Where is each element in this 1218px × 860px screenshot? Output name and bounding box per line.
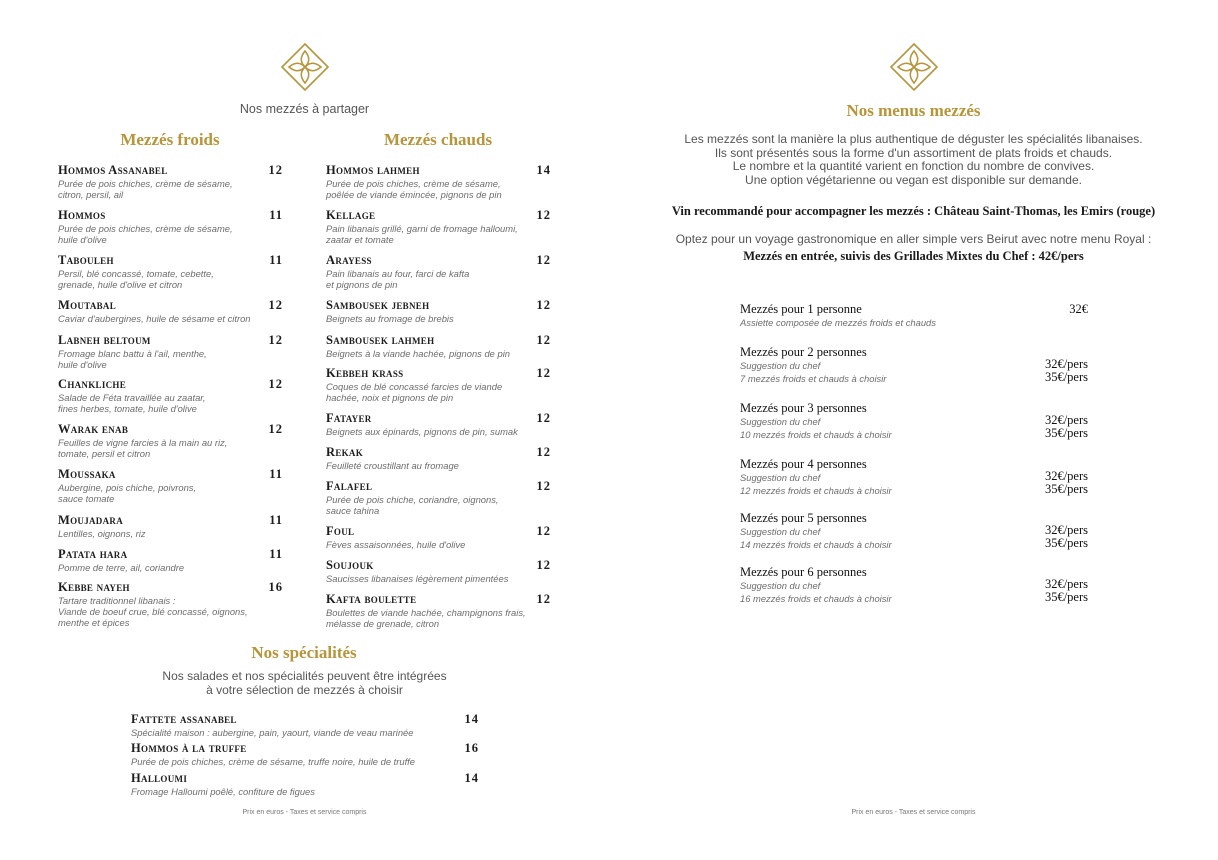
item-description: Fromage Halloumi poêlé, confiture de figues (131, 786, 315, 797)
item-description: Spécialité maison : aubergine, pain, yaourt, viande de veau marinée (131, 727, 414, 738)
menu-item (326, 445, 551, 471)
menu-item (326, 558, 551, 584)
item-description: Purée de pois chiche, coriandre, oignons, sauce tahina (326, 494, 499, 516)
menu-item (58, 467, 283, 504)
menu-item (58, 513, 283, 539)
menu-option-price: 35€/pers (1044, 482, 1088, 496)
menu-option-title: Mezzés pour 4 personnes (740, 457, 867, 471)
item-name: Rekak (326, 445, 364, 459)
menu-item (58, 333, 283, 370)
menu-item (326, 366, 551, 403)
item-price: 12 (536, 558, 551, 572)
item-description: Fèves assaisonnées, huile d'olive (326, 539, 466, 550)
item-name: Patata hara (58, 547, 128, 561)
item-name: Sambousek lahmeh (326, 333, 435, 347)
menu-option-price: 32€ (1069, 302, 1088, 316)
menu-item (326, 592, 551, 629)
menu-item (58, 163, 283, 200)
menu-option-title: Mezzés pour 6 personnes (740, 565, 867, 579)
item-name: Fattete assanabel (131, 712, 237, 726)
item-name: Kebbeh krass (326, 366, 404, 380)
item-price: 12 (268, 333, 283, 347)
item-name: Fatayer (326, 411, 372, 425)
menu-item (326, 524, 551, 550)
menu-item (131, 771, 479, 797)
menu-item (131, 741, 479, 767)
menu-option-price: 32€/pers (1044, 357, 1088, 371)
logo-icon (280, 42, 330, 92)
item-description: Purée de pois chiches, crème de sésame, poêlée de viande émincée, pignons de pin (326, 178, 502, 200)
menu-item (326, 163, 551, 200)
menus-intro: Les mezzés sont la manière la plus authentique de déguster les spécialités libanaises. Ils sont présentés sous la forme d'un assortiment de plats froids et chauds. Le nombre et la quantité varient en fonction du nombre de convives. Une option végétarienne ou vegan est disponible sur demande. (684, 132, 1143, 187)
item-price: 14 (464, 771, 479, 785)
menu-item (326, 411, 551, 437)
menu-option-detail: 12 mezzés froids et chauds à choisir (740, 485, 892, 496)
menu-item (326, 253, 551, 290)
item-description: Feuilles de vigne farcies à la main au riz, tomate, persil et citron (58, 437, 228, 459)
item-description: Pain libanais au four, farci de kafta et pignons de pin (326, 268, 470, 290)
page-footer: Prix en euros - Taxes et service compris (242, 809, 367, 816)
item-price: 14 (464, 712, 479, 726)
menu-option-detail: 10 mezzés froids et chauds à choisir (740, 429, 892, 440)
item-price: 12 (268, 422, 283, 436)
logo-icon (889, 42, 939, 92)
item-name: Chankliche (58, 377, 127, 391)
royal-menu-detail: Mezzés en entrée, suivis des Grillades Mixtes du Chef : 42€/pers (743, 249, 1084, 263)
item-name: Warak enab (58, 422, 129, 436)
menu-option-price: 32€/pers (1044, 523, 1088, 537)
menu-option-price: 35€/pers (1044, 426, 1088, 440)
item-description: Purée de pois chiches, crème de sésame, huile d'olive (58, 223, 233, 245)
menu-item (58, 580, 283, 628)
item-name: Kellage (326, 208, 376, 222)
item-price: 12 (536, 411, 551, 425)
menu-option-price: 32€/pers (1044, 413, 1088, 427)
right-page (609, 0, 1218, 860)
item-description: Pain libanais grillé, garni de fromage halloumi, zaatar et tomate (326, 223, 518, 245)
item-description: Salade de Féta travaillée au zaatar, fines herbes, tomate, huile d'olive (58, 392, 206, 414)
menu-item (58, 422, 283, 459)
item-description: Persil, blé concassé, tomate, cebette, grenade, huile d'olive et citron (58, 268, 214, 290)
menu-item (326, 479, 551, 516)
item-name: Tabouleh (58, 253, 114, 267)
item-name: Labneh beltoum (58, 333, 151, 347)
specialties-heading: Nos spécialités (251, 643, 357, 662)
item-price: 12 (268, 298, 283, 312)
specialties-intro: Nos salades et nos spécialités peuvent être intégrées à votre sélection de mezzés à choisir (162, 669, 447, 697)
item-name: Hommos à la truffe (131, 741, 247, 755)
menu-option-detail: Assiette composée de mezzés froids et chauds (740, 317, 936, 328)
item-price: 12 (536, 592, 551, 606)
item-name: Halloumi (131, 771, 188, 785)
item-description: Tartare traditionnel libanais : Viande de boeuf crue, blé concassé, oignons, menthe et épices (58, 595, 248, 628)
item-name: Falafel (326, 479, 373, 493)
menu-option-price: 35€/pers (1044, 370, 1088, 384)
menu-option-price: 32€/pers (1044, 469, 1088, 483)
item-price: 12 (536, 333, 551, 347)
menu-option (740, 565, 1088, 604)
menu-option-title: Mezzés pour 1 personne (740, 302, 862, 316)
item-name: Kafta boulette (326, 592, 417, 606)
menu-item (131, 712, 479, 738)
item-description: Beignets aux épinards, pignons de pin, sumak (326, 426, 518, 437)
item-description: Feuilleté croustillant au fromage (326, 460, 459, 471)
item-description: Boulettes de viande hachée, champignons frais, mélasse de grenade, citron (326, 607, 526, 629)
item-name: Hommos lahmeh (326, 163, 420, 177)
item-price: 16 (268, 580, 283, 594)
menu-option-title: Mezzés pour 2 personnes (740, 345, 867, 359)
menu-option-detail: 16 mezzés froids et chauds à choisir (740, 593, 892, 604)
item-description: Beignets au fromage de brebis (326, 313, 454, 324)
page-subtitle: Nos mezzés à partager (239, 102, 370, 116)
item-description: Lentilles, oignons, riz (58, 528, 146, 539)
menu-option-detail: Suggestion du chef (740, 526, 821, 537)
menu-item (326, 298, 551, 324)
item-name: Moujadara (58, 513, 123, 527)
item-price: 16 (464, 741, 479, 755)
royal-menu-intro: Optez pour un voyage gastronomique en aller simple vers Beirut avec notre menu Royal : (675, 232, 1152, 246)
item-price: 12 (536, 479, 551, 493)
item-price: 14 (536, 163, 551, 177)
item-name: Soujouk (326, 558, 374, 572)
item-description: Caviar d'aubergines, huile de sésame et citron (58, 313, 251, 324)
item-price: 12 (536, 208, 551, 222)
item-description: Fromage blanc battu à l'ail, menthe, huile d'olive (58, 348, 207, 370)
item-description: Purée de pois chiches, crème de sésame, citron, persil, ail (58, 178, 233, 200)
item-name: Foul (326, 524, 355, 538)
cold-mezze-heading: Mezzés froids (120, 130, 220, 149)
menu-item (58, 298, 283, 324)
page-footer: Prix en euros - Taxes et service compris (851, 809, 976, 816)
item-name: Sambousek jebneh (326, 298, 430, 312)
hot-mezze-heading: Mezzés chauds (383, 130, 493, 149)
item-description: Aubergine, pois chiche, poivrons, sauce tomate (58, 482, 197, 504)
menu-option-detail: Suggestion du chef (740, 472, 821, 483)
item-price: 11 (269, 513, 283, 527)
item-price: 12 (268, 377, 283, 391)
menu-item (58, 377, 283, 414)
menu-option-detail: 7 mezzés froids et chauds à choisir (740, 373, 887, 384)
item-price: 11 (269, 253, 283, 267)
menu-option-title: Mezzés pour 5 personnes (740, 511, 867, 525)
item-name: Hommos Assanabel (58, 163, 168, 177)
item-price: 11 (269, 208, 283, 222)
menu-item (326, 333, 551, 359)
item-price: 12 (536, 445, 551, 459)
menu-option (740, 401, 1088, 440)
item-description: Saucisses libanaises légèrement pimentées (326, 573, 509, 584)
menu-option (740, 511, 1088, 550)
item-price: 11 (269, 547, 283, 561)
item-price: 11 (269, 467, 283, 481)
item-description: Beignets à la viande hachée, pignons de pin (326, 348, 510, 359)
item-description: Pomme de terre, ail, coriandre (58, 562, 185, 573)
item-description: Coques de blé concassé farcies de viande hachée, noix et pignons de pin (326, 381, 503, 403)
menu-option-detail: Suggestion du chef (740, 360, 821, 371)
item-price: 12 (536, 366, 551, 380)
menu-option-title: Mezzés pour 3 personnes (740, 401, 867, 415)
item-name: Kebbe nayeh (58, 580, 130, 594)
menu-option-price: 35€/pers (1044, 536, 1088, 550)
item-price: 12 (268, 163, 283, 177)
item-price: 12 (536, 298, 551, 312)
item-price: 12 (536, 524, 551, 538)
menu-option-detail: Suggestion du chef (740, 580, 821, 591)
wine-recommendation: Vin recommandé pour accompagner les mezzés : Château Saint-Thomas, les Emirs (rouge) (671, 204, 1156, 218)
item-name: Hommos (58, 208, 106, 222)
menu-option (740, 302, 1088, 328)
menu-item (58, 547, 283, 573)
menu-option-price: 35€/pers (1044, 590, 1088, 604)
menu-option (740, 345, 1088, 384)
item-description: Purée de pois chiches, crème de sésame, truffe noire, huile de truffe (131, 756, 416, 767)
item-name: Arayess (326, 253, 372, 267)
menus-heading: Nos menus mezzés (846, 101, 981, 120)
menu-option-price: 32€/pers (1044, 577, 1088, 591)
menu-item (326, 208, 551, 245)
item-price: 12 (536, 253, 551, 267)
menu-item (58, 253, 283, 290)
item-name: Moutabal (58, 298, 117, 312)
menu-option (740, 457, 1088, 496)
menu-option-detail: Suggestion du chef (740, 416, 821, 427)
menu-option-detail: 14 mezzés froids et chauds à choisir (740, 539, 892, 550)
item-name: Moussaka (58, 467, 116, 481)
menu-item (58, 208, 283, 245)
